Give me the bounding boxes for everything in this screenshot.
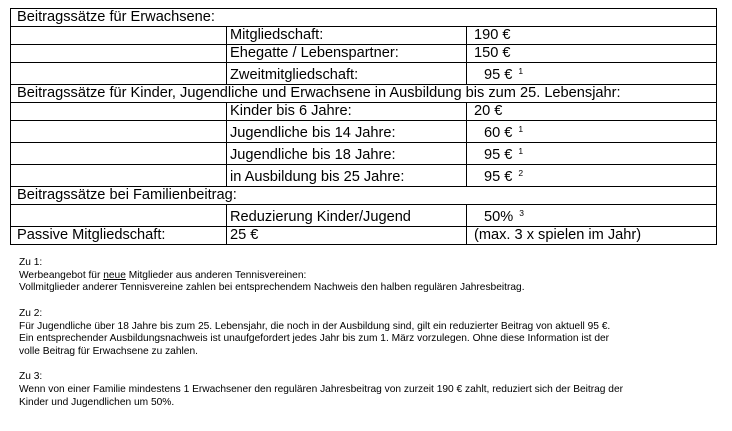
table-row: [11, 27, 717, 45]
table-row: [11, 165, 717, 187]
footnote-marker: 1: [518, 124, 524, 134]
table-row: [11, 205, 717, 227]
footnote-1: [19, 257, 724, 295]
footnote-title: Zu 1:: [19, 257, 43, 268]
footnote-line: [19, 270, 724, 283]
footnote-line: Wenn von einer Familie mindestens 1 Erwachsener den regulären Jahresbeitrag von zurzeit 190 € zahlt, reduziert sich der Beitrag der: [19, 384, 624, 395]
fee-value: 95 €: [484, 147, 513, 163]
footnote-line: Vollmitglieder anderer Tennisvereine zahlen bei entsprechendem Nachweis den halben regulären Jahresbeitrag.: [19, 282, 525, 294]
fee-value: 150 €: [474, 45, 511, 61]
fee-value: 60 €: [484, 125, 513, 141]
fee-value-cell: [467, 27, 717, 45]
passive-remark: (max. 3 x spielen im Jahr): [467, 227, 717, 245]
underlined-word: neue: [103, 269, 126, 281]
fee-value: 50%: [484, 209, 514, 225]
footnote-line: Kinder und Jugendlichen um 50%.: [19, 396, 175, 408]
footnote-marker: 3: [519, 208, 524, 218]
footnote-2: [19, 308, 724, 359]
fee-label: Jugendliche bis 18 Jahre:: [227, 143, 467, 165]
footnote-marker: 2: [518, 168, 524, 178]
fee-value-cell: [467, 143, 717, 165]
fee-label: in Ausbildung bis 25 Jahre:: [227, 165, 467, 187]
footnote-line: volle Beitrag für Erwachsene zu zahlen.: [19, 345, 198, 357]
footnote-marker: 1: [518, 66, 524, 76]
table-row: [11, 121, 717, 143]
youth-heading-row: [11, 85, 717, 103]
empty-cell: [11, 121, 227, 143]
fee-label: Jugendliche bis 14 Jahre:: [227, 121, 467, 143]
empty-cell: [11, 63, 227, 85]
family-heading-row: [11, 187, 717, 205]
footnote-line: Für Jugendliche über 18 Jahre bis zum 25. Lebensjahr, die noch in der Ausbildung sind, gilt ein reduzierter Beitrag von aktuell 95 €.: [19, 320, 611, 332]
fee-value: 95 €: [484, 169, 513, 185]
table-row: [11, 143, 717, 165]
passive-value: 25 €: [227, 227, 467, 245]
footnote-line: Ein entsprechender Ausbildungsnachweis ist unaufgefordert jedes Jahr bis zum 1. März vorzulegen. Ohne diese Information ist der: [19, 333, 610, 345]
table-row: [11, 63, 717, 85]
fee-label: Mitgliedschaft:: [227, 27, 467, 45]
table-row: [11, 45, 717, 63]
empty-cell: [11, 27, 227, 45]
fee-value: 20 €: [474, 103, 503, 119]
empty-cell: [11, 103, 227, 121]
family-heading: Beitragssätze bei Familienbeitrag:: [11, 187, 717, 205]
footnote-3: [19, 371, 724, 409]
fee-value-cell: [467, 45, 717, 63]
empty-cell: [11, 165, 227, 187]
passive-label: Passive Mitgliedschaft:: [11, 227, 227, 245]
fee-value: 190 €: [474, 27, 511, 43]
footnote-text: Mitglieder aus anderen Tennisvereinen:: [125, 269, 307, 281]
membership-fee-table: [10, 8, 717, 245]
footnote-title: Zu 2:: [19, 307, 43, 319]
fee-value-cell: [467, 121, 717, 143]
fee-label: Ehegatte / Lebenspartner:: [227, 45, 467, 63]
fee-label: Reduzierung Kinder/Jugend: [227, 205, 467, 227]
fee-label: Zweitmitgliedschaft:: [227, 63, 467, 85]
passive-row: [11, 227, 717, 245]
footnote-title: Zu 3:: [19, 371, 43, 383]
adults-heading: Beitragssätze für Erwachsene:: [11, 9, 717, 27]
empty-cell: [11, 45, 227, 63]
youth-heading: Beitragssätze für Kinder, Jugendliche und Erwachsene in Ausbildung bis zum 25. Lebensjahr:: [11, 85, 717, 103]
footnotes: [19, 257, 724, 422]
footnote-marker: 1: [518, 146, 524, 156]
fee-value-cell: [467, 63, 717, 85]
fee-value-cell: [467, 165, 717, 187]
empty-cell: [11, 143, 227, 165]
fee-value-cell: [467, 103, 717, 121]
fee-value: 95 €: [484, 67, 513, 83]
fee-label: Kinder bis 6 Jahre:: [227, 103, 467, 121]
empty-cell: [11, 205, 227, 227]
fee-value-cell: [467, 205, 717, 227]
footnote-text: Werbeangebot für: [19, 269, 104, 281]
adults-heading-row: [11, 9, 717, 27]
table-row: [11, 103, 717, 121]
